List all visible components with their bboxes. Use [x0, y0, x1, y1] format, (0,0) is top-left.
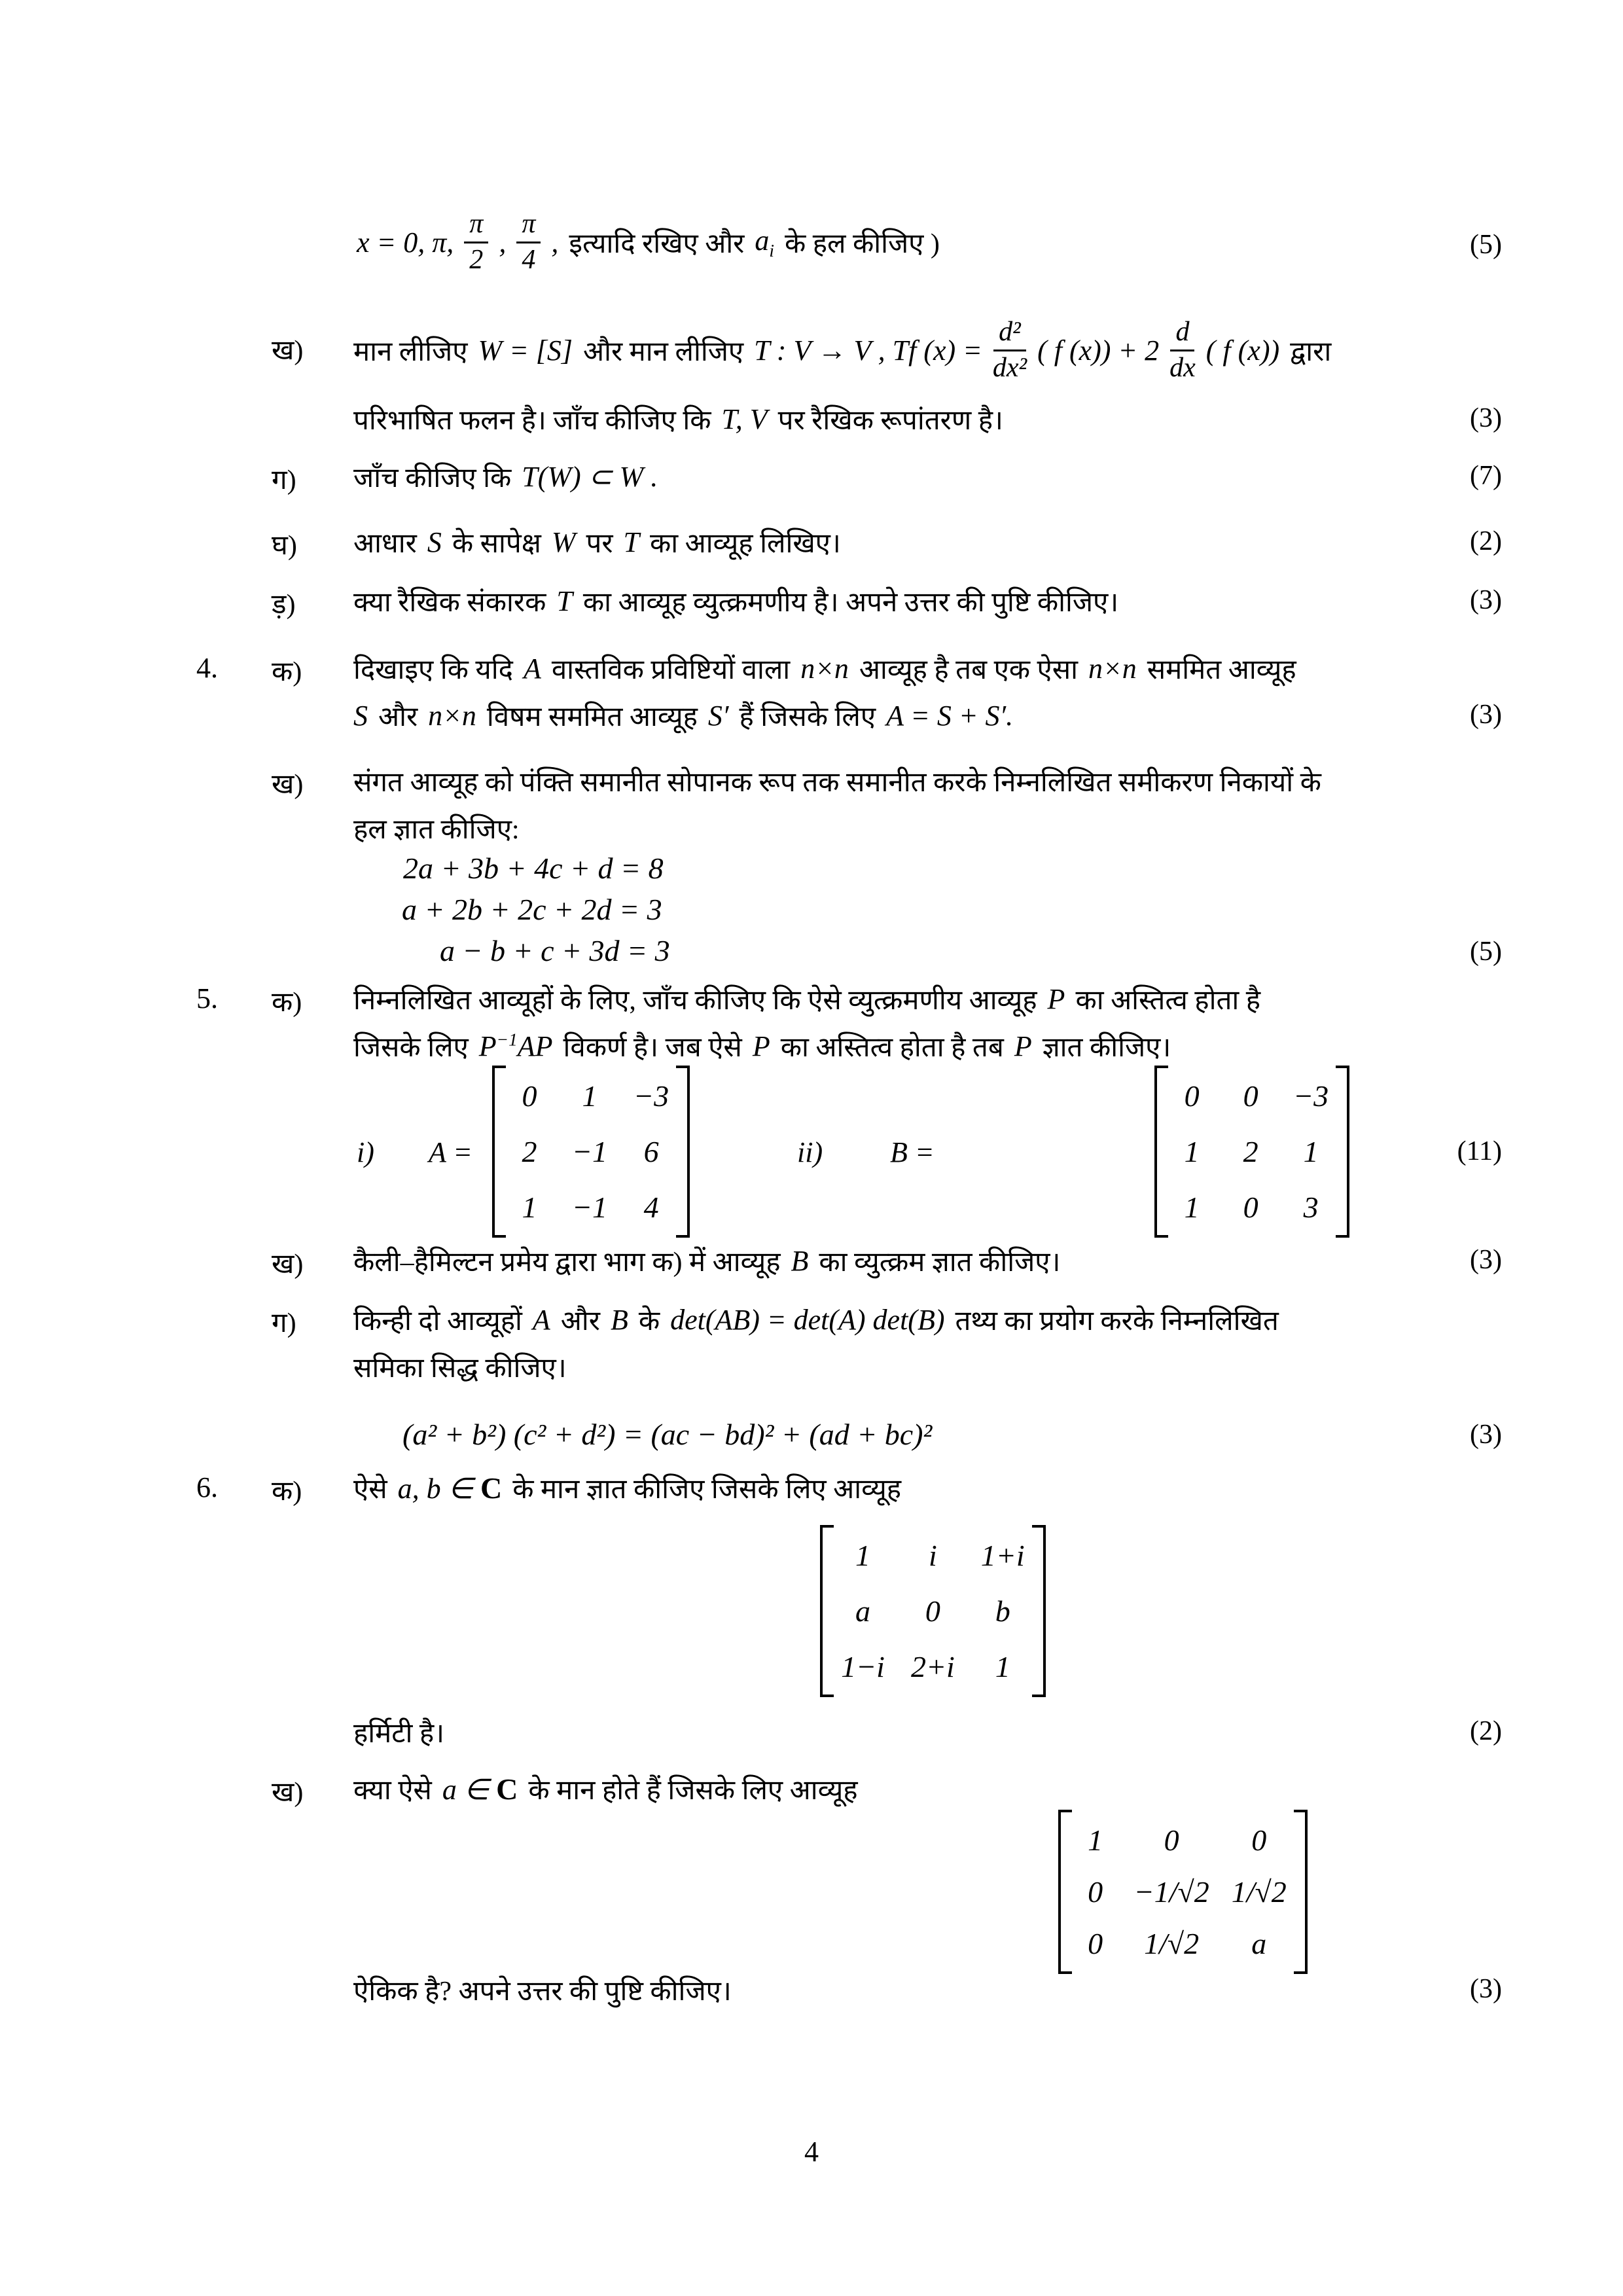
- q4a-t2: वास्तविक प्रविष्टियों वाला: [551, 655, 791, 685]
- q3e-marks: (3): [1470, 585, 1502, 615]
- q3b-line1: [353, 295, 1331, 406]
- q6b-label: ख): [272, 1778, 304, 1808]
- q5a-matrix-B: 0 0 −3 1 2 1 1 0 3: [1154, 1066, 1349, 1238]
- q6-number: 6.: [196, 1471, 218, 1503]
- variable-a-sub-i: $a_i$: [755, 224, 774, 260]
- fraction-d2-dx2: $\frac{\text{d²}}{\text{dx²}}$: [992, 317, 1027, 383]
- q5b-line: [353, 1242, 1060, 1280]
- q6b-t1: क्या ऐसे: [353, 1776, 432, 1806]
- q3b-line2-math: T, V: [721, 403, 768, 435]
- q6b-t2: के मान होते हैं जिसके लिए आव्यूह: [528, 1776, 858, 1806]
- q4a-m2: n×n: [800, 653, 849, 685]
- q3b-text2: और मान लीजिए: [583, 336, 744, 367]
- q5a-matrixB-lhs: B =: [890, 1136, 935, 1168]
- q5a-m1: P: [1047, 983, 1065, 1015]
- q5-number: 5.: [196, 982, 218, 1014]
- q3e-text1: क्या रैखिक संकारक: [353, 588, 546, 618]
- fraction-d-dx: $\frac{d}{dx}$: [1169, 317, 1196, 383]
- q5c-m3: det(AB) = det(A) det(B): [670, 1304, 945, 1336]
- q3b-label: ख): [272, 336, 304, 366]
- q3b-math-fx1: ( f (x)) + 2: [1037, 334, 1160, 367]
- q5b-math1: B: [791, 1245, 809, 1277]
- separator-comma: ,: [499, 226, 507, 259]
- q4b-label: ख): [272, 770, 304, 800]
- q4a-l2-t2: विषम सममित आव्यूह: [486, 702, 698, 732]
- q5c-identity-equation: (a² + b²) (c² + d²) = (ac − bd)² + (ad + bc)²: [402, 1418, 933, 1451]
- complex-set-symbol-2: C: [496, 1772, 518, 1806]
- q3c-text: जाँच कीजिए कि: [353, 463, 512, 493]
- q3d-math3: T: [623, 526, 639, 558]
- q4a-line2: [353, 697, 1013, 734]
- q3d-math1: S: [427, 526, 442, 558]
- q3d-text3: पर: [586, 529, 613, 559]
- q4b-line1: संगत आव्यूह को पंक्ति समानीत सोपानक रूप तक समानीत करके निम्नलिखित समीकरण निकायों के: [353, 768, 1321, 798]
- q4a-l2-m2: n×n: [428, 700, 476, 732]
- math-a-in-C: a ∈ C: [442, 1772, 518, 1806]
- q3a-hindi-text-2: के हल कीजिए ): [784, 228, 940, 259]
- q6a-t1: ऐसे: [353, 1475, 387, 1505]
- q3c-line: [353, 458, 658, 495]
- fraction-pi-4: $\frac{\pi}{4}$: [516, 209, 541, 275]
- q3b-math-ws: W = [S]: [478, 334, 573, 367]
- q3a-continuation-line: [357, 200, 940, 285]
- q3b-line2: [353, 401, 1003, 438]
- q4a-m3: n×n: [1088, 653, 1137, 685]
- q3b-text3: द्वारा: [1290, 336, 1332, 367]
- q3e-math1: T: [556, 585, 573, 617]
- q4a-l2-t3: हैं जिसके लिए: [739, 702, 876, 732]
- q5a-item-ii-label: ii): [797, 1136, 823, 1168]
- q5c-t2: और: [560, 1306, 600, 1336]
- q3c-math: T(W) ⊂ W .: [522, 461, 658, 493]
- q3d-label: घ): [272, 531, 297, 561]
- q3b-marks: (3): [1470, 403, 1502, 433]
- q3b-line2-pre: परिभाषित फलन है। जाँच कीजिए कि: [353, 406, 711, 436]
- q3e-line: [353, 583, 1118, 620]
- q5b-marks: (3): [1470, 1245, 1502, 1275]
- q4b-marks: (5): [1470, 937, 1502, 967]
- q6a-tail: हर्मिटी है।: [353, 1719, 445, 1749]
- q4a-marks: (3): [1470, 700, 1502, 730]
- q5a-item-i-label: i): [357, 1136, 374, 1168]
- q6b-tail: ऐकिक है? अपने उत्तर की पुष्टि कीजिए।: [353, 1977, 732, 2007]
- q5a-t1: निम्नलिखित आव्यूहों के लिए, जाँच कीजिए कि ऐसे व्युत्क्रमणीय आव्यूह: [353, 986, 1037, 1016]
- q3b-line2-post: पर रैखिक रूपांतरण है।: [777, 406, 1003, 436]
- q3b-text1: मान लीजिए: [353, 336, 468, 367]
- q5a-matrix-A: 0 1 −3 2 −1 6 1 −1 4: [492, 1066, 690, 1238]
- q5a-label: क): [272, 988, 302, 1018]
- q5a-marks: (11): [1457, 1136, 1502, 1166]
- separator-comma-2: ,: [551, 226, 559, 259]
- math-x-values: x = 0, π,: [357, 226, 454, 259]
- q5a-l2-t4: ज्ञात कीजिए।: [1042, 1033, 1171, 1063]
- q6a-label: क): [272, 1477, 302, 1507]
- q6a-line: [353, 1469, 901, 1507]
- q5c-line1: [353, 1301, 1279, 1338]
- q4a-label: क): [272, 657, 302, 687]
- q5a-line1: [353, 980, 1260, 1018]
- q5b-text2: का व्युत्क्रम ज्ञात कीजिए।: [819, 1247, 1061, 1278]
- q5c-m2: B: [610, 1304, 628, 1336]
- q3d-text2: के सापेक्ष: [452, 529, 541, 559]
- q4b-line2: हल ज्ञात कीजिए:: [353, 815, 520, 845]
- complex-set-symbol: C: [480, 1471, 503, 1505]
- q4a-t1: दिखाइए कि यदि: [353, 655, 513, 685]
- q5a-l2-m2: P: [752, 1030, 770, 1062]
- q6a-marks: (2): [1470, 1716, 1502, 1746]
- q3d-line: [353, 524, 841, 561]
- q5b-text1: कैली–हैमिल्टन प्रमेय द्वारा भाग क) में आव्यूह: [353, 1247, 781, 1278]
- q6a-t2: के मान ज्ञात कीजिए जिसके लिए आव्यूह: [512, 1475, 902, 1505]
- q6b-line: [353, 1770, 858, 1808]
- q5a-l2-t3: का अस्तित्व होता है तब: [780, 1033, 1004, 1063]
- q3d-math2: W: [551, 526, 576, 558]
- q5a-l2-m3: P: [1014, 1030, 1032, 1062]
- q5a-line2: [353, 1028, 1171, 1065]
- q5a-l2-t2: विकर्ण है। जब ऐसे: [563, 1033, 742, 1063]
- q5c-t4: तथ्य का प्रयोग करके निम्नलिखित: [955, 1306, 1279, 1336]
- q4a-l2-m1: S: [353, 700, 368, 732]
- math-a-b-in-C: a, b ∈ C: [397, 1471, 503, 1505]
- q3a-hindi-text: इत्यादि रखिए और: [569, 228, 745, 259]
- q4b-equation-3: a − b + c + 3d = 3: [440, 934, 670, 967]
- q6b-marks: (3): [1470, 1974, 1502, 2004]
- q4-number: 4.: [196, 652, 218, 684]
- q5c-label: ग): [272, 1308, 296, 1338]
- q4a-line1: [353, 650, 1296, 687]
- q3b-math-map: T : V → V , Tf (x) =: [754, 334, 982, 367]
- q4a-l2-m4: A = S + S′.: [886, 700, 1014, 732]
- q5a-t2: का अस्तित्व होता है: [1075, 986, 1261, 1016]
- q4a-l2-m3: S′: [707, 700, 729, 732]
- q5c-marks: (3): [1470, 1420, 1502, 1450]
- q6b-matrix: 1 0 0 0 −1/√2 1/√2 0 1/√2 a: [1058, 1810, 1308, 1974]
- q3e-text2: का आव्यूह व्युत्क्रमणीय है। अपने उत्तर की पुष्टि कीजिए।: [582, 588, 1119, 618]
- q5a-l2-t1: जिसके लिए: [353, 1033, 469, 1063]
- q6a-matrix: 1 i 1+i a 0 b 1−i 2+i 1: [820, 1525, 1045, 1697]
- q5a-matrixA-lhs: A =: [429, 1136, 473, 1168]
- q4b-equation-2: a + 2b + 2c + 2d = 3: [402, 893, 662, 926]
- q3d-marks: (2): [1470, 526, 1502, 556]
- q5c-t3: के: [638, 1306, 660, 1336]
- fraction-pi-2: $\frac{\pi}{2}$: [464, 209, 488, 275]
- q5c-m1: A: [532, 1304, 550, 1336]
- q3c-label: ग): [272, 465, 296, 495]
- q4a-t3: आव्यूह है तब एक ऐसा: [859, 655, 1079, 685]
- q3c-marks: (7): [1470, 461, 1502, 491]
- q3d-text4: का आव्यूह लिखिए।: [650, 529, 841, 559]
- math-P-inverse-AP: $P^{-1}AP$: [478, 1030, 553, 1062]
- q4a-t4: सममित आव्यूह: [1147, 655, 1296, 685]
- q3d-text1: आधार: [353, 529, 417, 559]
- q3e-label: ड़): [272, 590, 296, 620]
- q4b-equation-1: 2a + 3b + 4c + d = 8: [403, 852, 664, 885]
- q4a-l2-t1: और: [378, 702, 418, 732]
- q3b-math-fx2: ( f (x)): [1205, 334, 1280, 367]
- page-number: 4: [804, 2136, 819, 2168]
- q4a-m1: A: [523, 653, 541, 685]
- q5b-label: ख): [272, 1249, 304, 1280]
- q5c-line2: समिका सिद्ध कीजिए।: [353, 1354, 567, 1384]
- q5c-t1: किन्ही दो आव्यूहों: [353, 1306, 522, 1336]
- q3a-marks: (5): [1470, 230, 1502, 260]
